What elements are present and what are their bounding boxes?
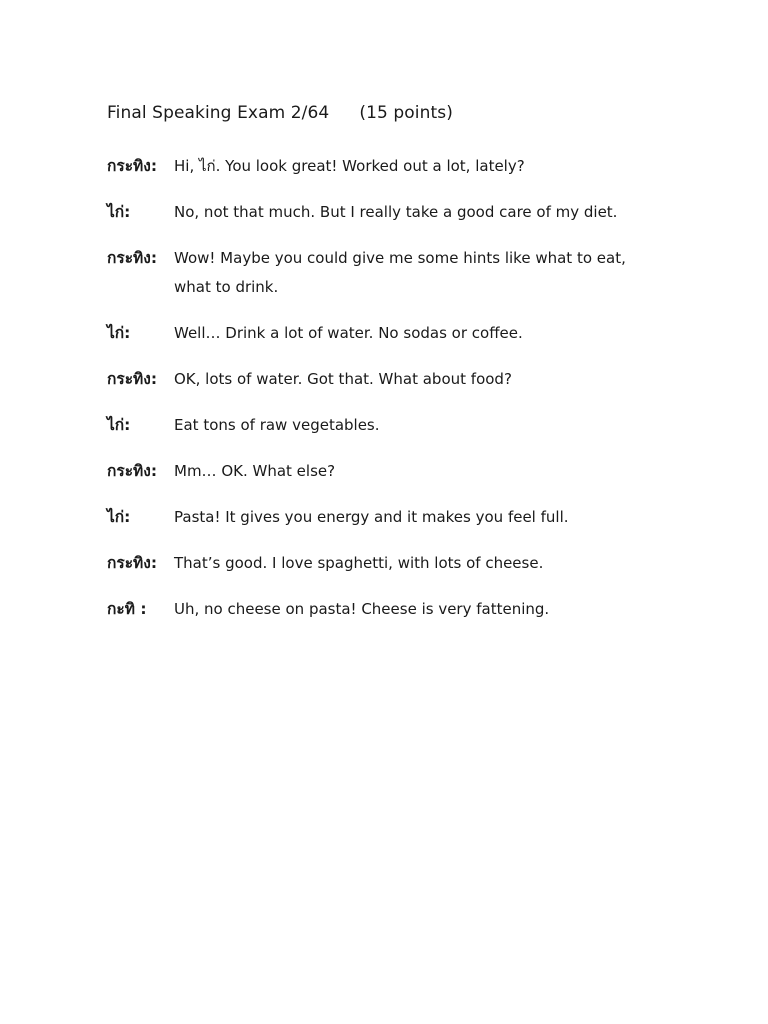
utterance-text: Hi, ไก่. You look great! Worked out a lot, lately? — [174, 157, 525, 175]
utterance-text: Eat tons of raw vegetables. — [174, 416, 380, 434]
speaker-label: ไก่: — [107, 324, 131, 342]
utterance-text: Well… Drink a lot of water. No sodas or coffee. — [174, 324, 523, 342]
speaker-label: กะทิ : — [107, 600, 147, 618]
dialogue-line — [107, 321, 667, 348]
speaker-label: กระทิง: — [107, 370, 158, 388]
dialogue-line — [107, 551, 667, 578]
utterance-text: Pasta! It gives you energy and it makes you feel full. — [174, 508, 569, 526]
speaker-label: กระทิง: — [107, 249, 158, 267]
dialogue — [107, 154, 667, 643]
exam-points: (15 points) — [359, 103, 453, 123]
dialogue-line — [107, 246, 667, 302]
speaker-label: กระทิง: — [107, 462, 158, 480]
speaker-label: กระทิง: — [107, 554, 158, 572]
dialogue-line — [107, 200, 667, 227]
exam-title — [107, 103, 453, 123]
utterance-text: Uh, no cheese on pasta! Cheese is very fattening. — [174, 600, 550, 618]
speaker-label: ไก่: — [107, 416, 131, 434]
utterance-text: That’s good. I love spaghetti, with lots of cheese. — [174, 554, 544, 572]
dialogue-line — [107, 367, 667, 394]
utterance-text: No, not that much. But I really take a good care of my diet. — [174, 203, 618, 221]
dialogue-line — [107, 459, 667, 486]
utterance-text: OK, lots of water. Got that. What about food? — [174, 370, 512, 388]
speaker-label: ไก่: — [107, 203, 131, 221]
utterance-text: Mm… OK. What else? — [174, 462, 336, 480]
dialogue-line — [107, 154, 667, 181]
dialogue-line — [107, 413, 667, 440]
speaker-label: ไก่: — [107, 508, 131, 526]
utterance-text: Wow! Maybe you could give me some hints like what to eat, what to drink. — [174, 249, 626, 296]
dialogue-line — [107, 505, 667, 532]
exam-title-text: Final Speaking Exam 2/64 — [107, 103, 330, 123]
dialogue-line — [107, 597, 667, 624]
speaker-label: กระทิง: — [107, 157, 158, 175]
